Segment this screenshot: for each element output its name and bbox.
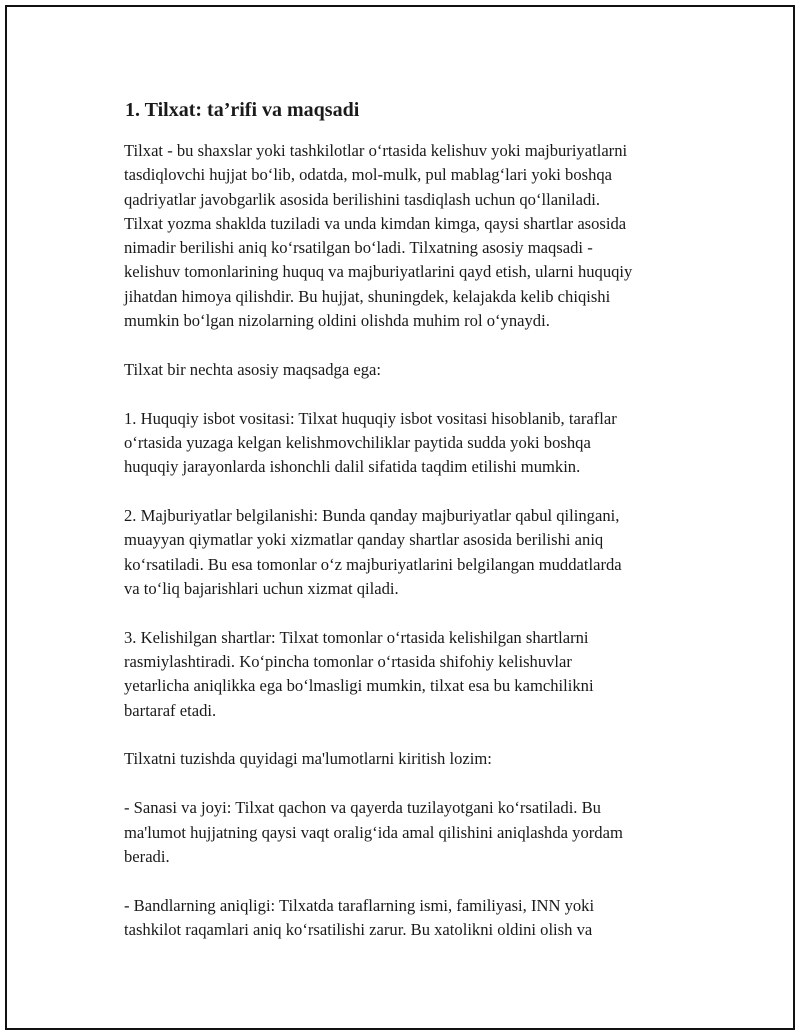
paragraph-purpose-3: 3. Kelishilgan shartlar: Tilxat tomonlar o‘rtasida kelishilgan shartlarni rasmiylashtiradi. Ko‘pincha tomonlar o‘rtasida shifohiy kelishuvlar yetarlicha aniqlikka ega bo‘lmasligi mumkin, tilxat esa bu kamchilikni bartaraf etadi. xyxy=(124,627,594,720)
paragraph-purpose-2: 2. Majburiyatlar belgilanishi: Bunda qanday majburiyatlar qabul qilingani, muayyan qiymatlar yoki xizmatlar qanday shartlar asosida berilishi aniq ko‘rsatiladi. Bu esa tomonlar o‘z majburiyatlarini belgilangan muddatlarda va to‘liq bajarishlari uchun xizmat qiladi. xyxy=(124,506,622,598)
document-body xyxy=(119,97,679,967)
paragraph-parties-accuracy: - Bandlarning aniqligi: Tilxatda taraflarning ismi, familiyasi, INN yoki tashkilot raqamlari aniq ko‘rsatilishi zarur. Bu xatolikni oldini olish va xyxy=(124,895,595,939)
paragraph-purpose-1: 1. Huquqiy isbot vositasi: Tilxat huquqiy isbot vositasi hisoblanib, taraflar o‘rtasida yuzaga kelgan kelishmovchiliklar paytida sudda yoki boshqa huquqiy jarayonlarda ishonchli dalil sifatida taqdim etilishi mumkin. xyxy=(124,408,617,477)
paragraph-definition: Tilxat - bu shaxslar yoki tashkilotlar o‘rtasida kelishuv yoki majburiyatlarni tasdiqlovchi hujjat bo‘lib, odatda, mol-mulk, pul mablag‘lari yoki boshqa qadriyatlar javobgarlik asosida berilishini tasdiqlash uchun qo‘llaniladi. Tilxat yozma shaklda tuziladi va unda kimdan kimga, qaysi shartlar asosida nimadir berilishi aniq ko‘rsatilgan bo‘ladi. Tilxatning asosiy maqsadi - kelishuv tomonlarining huquq va majburiyatlarini qayd etish, ularni huquqiy jihatdan himoya qilishdir. Bu hujjat, shuningdek, kelajakda kelib chiqishi mumkin bo‘lgan nizolarning oldini olishda muhim rol o‘ynaydi. xyxy=(124,141,633,331)
document-page xyxy=(5,5,795,1030)
paragraph-required-info-intro: Tilxatni tuzishda quyidagi ma'lumotlarni kiritish lozim: xyxy=(124,749,492,769)
section-heading: 1. Tilxat: ta’rifi va maqsadi xyxy=(125,99,360,121)
paragraph-date-place: - Sanasi va joyi: Tilxat qachon va qayerda tuzilayotgani ko‘rsatiladi. Bu ma'lumot hujjatning qaysi vaqt oralig‘ida amal qilishini aniqlashda yordam beradi. xyxy=(124,798,623,866)
paragraph-purposes-intro: Tilxat bir nechta asosiy maqsadga ega: xyxy=(124,359,381,379)
